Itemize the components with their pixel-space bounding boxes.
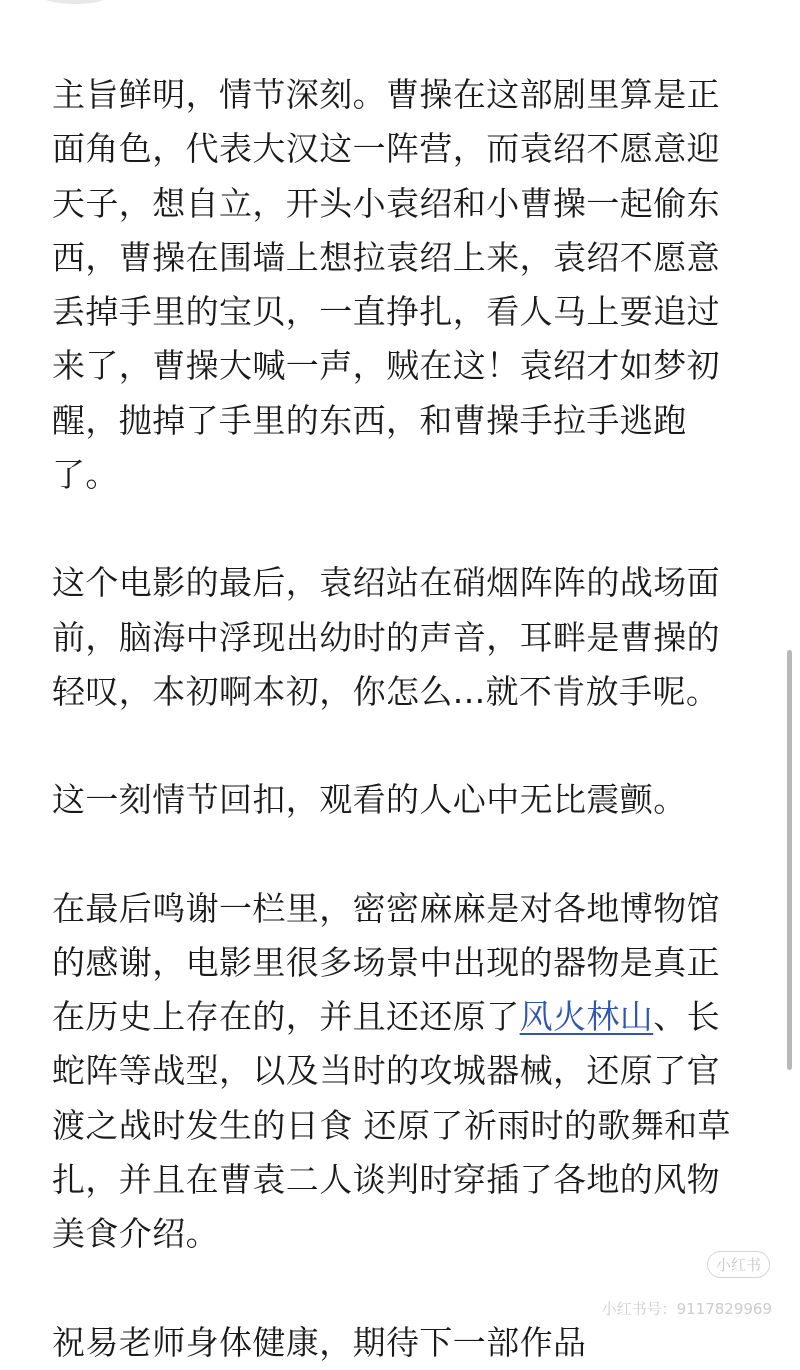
article-body [52,68,752,1370]
topic-link-fenghuolinshan[interactable]: 风火林山 [519,997,654,1037]
credits-text-before: 在最后鸣谢一栏里，密密麻麻是对各地博物馆的感谢，电影里很多场景中出现的器物是真正在历史上存在的，并且还还原了 [52,888,720,1037]
paragraph-wishes: 祝易老师身体健康，期待下一部作品 [52,1322,587,1362]
credits-text-after: 、长蛇阵等战型，以及当时的攻城器械，还原了官渡之战时发生的日食 还原了祈雨时的歌舞和草扎，并且在曹袁二人谈判时穿插了各地的风物美食介绍。 [52,997,731,1254]
paragraph-credits [52,882,752,1262]
avatar-fragment [40,0,110,4]
paragraph-spacer [52,719,752,773]
scrollbar-thumb[interactable] [787,650,792,1070]
paragraph-spacer [52,828,752,882]
watermark-id: 小红书号：9117829969 [601,1300,772,1318]
paragraph-reaction: 这一刻情节回扣，观看的人心中无比震颤。 [52,780,687,820]
watermark-logo: 小红书 [707,1251,770,1278]
watermark [550,1251,780,1321]
paragraph-spacer [52,502,752,556]
paragraph-plot-summary: 主旨鲜明，情节深刻。曹操在这部剧里算是正面角色，代表大汉这一阵营，而袁绍不愿意迎天子，想自立，开头小袁绍和小曹操一起偷东西，曹操在围墙上想拉袁绍上来，袁绍不愿意丢掉手里的宝贝，一直挣扎，看人马上要追过来了，曹操大喊一声，贼在这！袁绍才如梦初醒，抛掉了手里的东西，和曹操手拉手逃跑了。 [52,75,720,495]
paragraph-ending-scene: 这个电影的最后，袁绍站在硝烟阵阵的战场面前，脑海中浮现出幼时的声音，耳畔是曹操的轻叹，本初啊本初，你怎么...就不肯放手呢。 [52,563,720,711]
